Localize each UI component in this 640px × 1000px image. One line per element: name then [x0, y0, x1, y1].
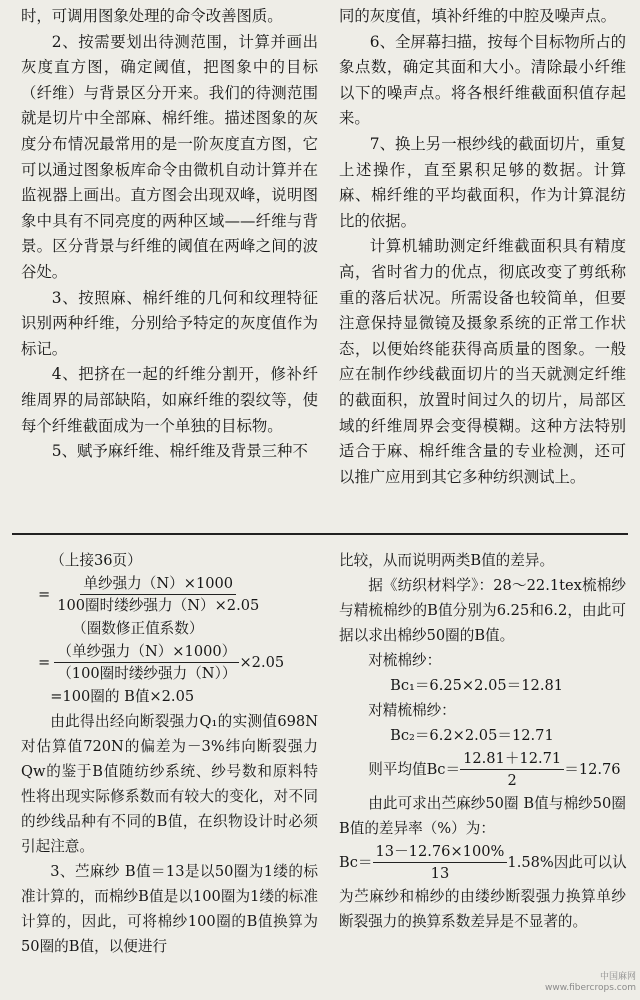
paragraph: 5、赋予麻纤维、棉纤维及背景三种不: [51, 442, 308, 461]
rate-equation: [339, 841, 626, 884]
equation-tail: ＝12.76: [564, 761, 621, 778]
fraction: [460, 748, 564, 791]
paragraph: 同的灰度值，填补纤维的中腔及噪声点。: [339, 7, 617, 25]
fraction-denominator: （100圈时缕纱强力（N））: [57, 665, 237, 682]
fraction: [54, 641, 239, 684]
continuation-note: （上接36页）: [50, 552, 142, 569]
fraction: [373, 841, 508, 884]
formula-note: （圈数修正值系数）: [72, 620, 204, 637]
paragraph: 时，可调用图象处理的命令改善图质。: [21, 7, 283, 25]
formula-tail: ×2.05: [239, 654, 285, 671]
fraction-denominator: 13: [430, 865, 450, 882]
paragraph: 比较，从而说明两类B值的差异。: [339, 552, 555, 569]
equation-prefix: Bc＝: [339, 854, 373, 871]
top-left-column: [21, 4, 318, 465]
fraction-numerator: （单纱强力（N）×1000）: [54, 641, 239, 663]
section-divider: [12, 533, 628, 535]
paragraph: 由此得出经向断裂强力Q₁的实测值698N对估算值720N的偏差为－3%纬向断裂强力Qw的鉴于B值随纺纱系统、纱号数和原料特性将出现实际修系数而有较大的变化，对不同的纱线品种有不同的B值，在织物设计时必须引起注意。: [21, 713, 318, 855]
paragraph: 计算机辅助测定纤维截面积具有精度高，省时省力的优点，彻底改变了剪纸称重的落后状况。所需设备也较简单，但要注意保持显微镜及摄象系统的正常工作状态，以便始终能获得高质量的图象。一般应在制作纱线截面切片的当天就测定纤维的截面积，放置时间过久的切片，局部区域的纤维周界会变得模糊。这种方法特别适合于麻、棉纤维含量的专业检测，还可以推广应用到其它多种纺织测试上。: [339, 237, 626, 486]
watermark-line: 中国麻网: [599, 972, 636, 982]
paragraph: 3、按照麻、棉纤维的几何和纹理特征识别两种纤维，分别给予特定的灰度值作为标记。: [21, 288, 318, 358]
top-right-column: [339, 4, 626, 490]
label: 对精梳棉纱：: [368, 702, 456, 719]
paragraph: 3、苎麻纱 B值＝13是以50圈为1缕的标准计算的，而棉纱B值是以100圈为1缕的标准计算的，因此，可将棉纱100圈的B值换算为50圈的B值，以便进行: [21, 863, 318, 955]
label: 对梳棉纱：: [368, 652, 442, 669]
fraction: [54, 573, 262, 616]
watermark-line: www.fibercrops.com: [545, 983, 636, 993]
paragraph: 4、把挤在一起的纤维分割开，修补纤维周界的局部缺陷，如麻纤维的裂纹等，使每个纤维截面成为一个单独的目标物。: [21, 365, 318, 435]
equation-tail: 1.58%因此可以认: [507, 854, 627, 871]
formula-2: = $\frac{\text{（单纱强力（N）×1000）}}{\text{（100圈时缕纱强力（N））}}$ ×2.05: [37, 643, 285, 682]
fraction-denominator: 2: [507, 772, 517, 789]
equation-prefix: 则平均值Bc＝: [368, 761, 461, 778]
paragraph: 6、全屏幕扫描，按每个目标物所占的象点数，确定其面和大小。清除最小纤维以下的噪声点。将各根纤维截面积值存起来。: [339, 32, 626, 128]
paragraph: 据《纺织材料学》：28～22.1tex梳棉纱与精梳棉纱的B值分别为6.25和6.2，由此可据以求出棉纱50圈的B值。: [339, 577, 626, 644]
paragraph: 2、按需要划出待测范围，计算并画出灰度直方图，确定阈值，把图象中的目标（纤维）与背景区分开来。我们的待测范围就是切片中全部麻、棉纤维。描述图象的灰度分布情况最常用的是一阶灰度直方图，它可以通过图象板库命令由微机自动计算并在监视器上画出。直方图会出现双峰，说明图象中具有不同亮度的两种区域——纤维与背景。区分背景与纤维的阈值在两峰之间的波谷处。: [21, 32, 318, 281]
average-equation: [339, 748, 626, 791]
paragraph: 为苎麻纱和棉纱的由缕纱断裂强力换算单纱断裂强力的换算系数差异是不显著的。: [339, 888, 626, 930]
fraction-denominator: 100圈时缕纱强力（N）×2.05: [57, 597, 260, 614]
watermark: [545, 972, 636, 994]
bottom-left-column: [21, 548, 318, 959]
paragraph: 由此可求出苎麻纱50圈 B值与棉纱50圈 B值的差异率（%）为：: [339, 795, 626, 837]
equation: Bc₂＝6.2×2.05＝12.71: [390, 727, 554, 744]
fraction-numerator: 单纱强力（N）×1000: [80, 573, 236, 595]
bottom-right-column: [339, 548, 626, 934]
fraction-numerator: 13－12.76×100%: [373, 841, 508, 863]
fraction-numerator: 12.81＋12.71: [460, 748, 564, 770]
formula-3: =100圈的 B值×2.05: [50, 688, 195, 705]
formula-1: = $\frac{\text{单纱强力（N）×1000}}{\text{100圈时缕纱强力（N）×2.05}}$: [21, 573, 318, 616]
paragraph: 7、换上另一根纱线的截面切片，重复上述操作，直至累积足够的数据。计算麻、棉纤维的平均截面积，作为计算混纺比的依据。: [339, 134, 626, 230]
equation: Bc₁＝6.25×2.05＝12.81: [390, 677, 564, 694]
